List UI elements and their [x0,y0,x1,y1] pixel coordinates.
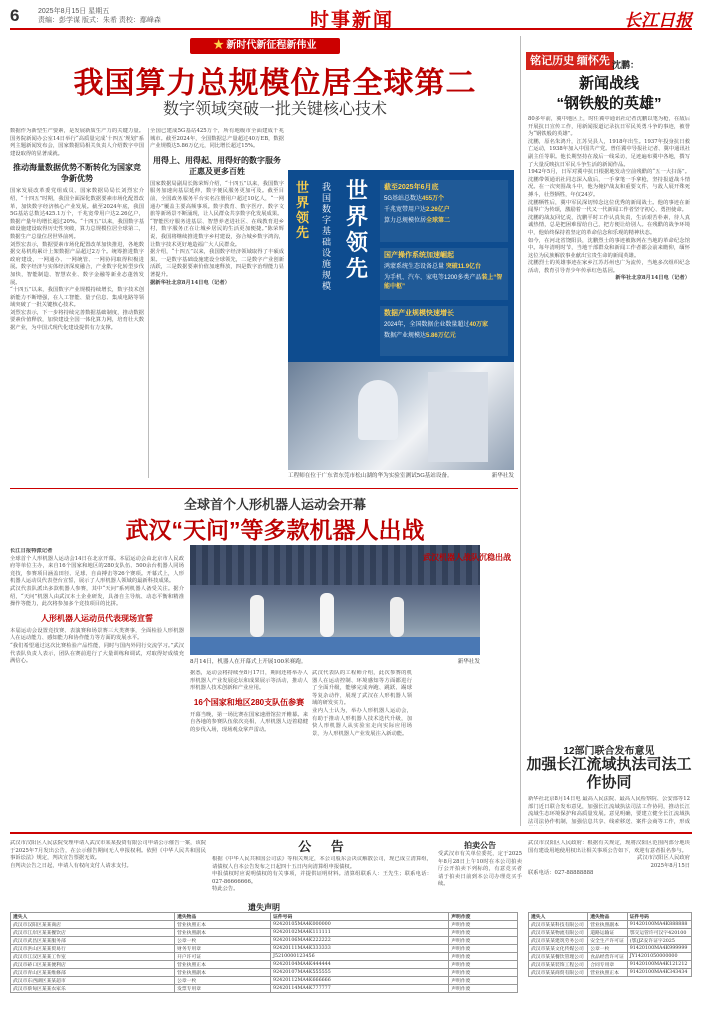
section-title: 时事新闻 [310,10,395,31]
table-cell: 武汉市硚口区某某便利店 [11,961,175,969]
right-byline: 新华社北京8月14日电（记者） [615,275,690,282]
graphic-line-4: 鸿蒙系统生态设备总量 突破11.9亿台 [384,264,482,270]
graphic-tag-2: 国产操作系统加速崛起 [384,252,454,259]
table-row [11,921,518,929]
table-cell: 92420106MA4K222222 [271,937,449,945]
right-body-8: 新华社北京8月14日电 最高人民法院、最高人民检察院、公安部等12部门近日联合发布意见，加强长江流域执法司法工作协同，推动长江流域生态环境保护和高质量发展。意见明确，要建立健全长江流域执法司法协作机制，加强信息共享、线索移送、案件会商等工作，形成 [528,796,690,825]
column-divider [148,128,149,478]
table-cell: 食品经营许可证 [588,953,628,961]
lead-column-2 [150,128,284,478]
robot-subhead-a: 人形机器人运动员代表现场宣誓 [41,613,153,623]
table-cell: 92420114MA4K777777 [271,985,449,993]
robot-body-b: 武汉代表队派出多款机器人参赛，其中“天问”系列机器人备受关注。据介绍，“天问”机器人由武汉本土企业研发，具备自主导航、动态平衡和精准操作等能力，此次将参加多个竞技项目的比拼。 [10,585,184,608]
robot-runner-icon [320,593,334,637]
announcement-title: 公 告 [298,839,352,854]
table-cell: 武汉市某某餐饮管理公司 [529,953,588,961]
table-cell: 武汉市江岸区某某餐饮店 [11,929,175,937]
table-cell: 91420100MA4K888888 [627,921,691,929]
graphic-line-1: 5G基站总数达455万个 [384,196,445,202]
lost-items-table-right [528,912,692,977]
table-cell: 证件号码 [627,913,691,921]
table-cell: 92420111MA4K333333 [271,945,449,953]
right-body-2: 沈鹏，原名朱鸿升，江苏吴县人，1918年出生。1937年投身抗日救亡运动，1938年加入中国共产党。曾任冀中导报社记者、冀中通讯社副主任等职。他长期坚持在敌后一线采访，足迹遍布冀中各地，撰写了大量反映抗日军民斗争生活的新闻作品。 [528,138,690,168]
table-cell: 91420100MA4K343434 [627,969,691,977]
right-headline-3: 12部门联合发布意见 [563,746,655,757]
right-headline-1: 新闻战线 [578,75,639,92]
announcement-left-1: 武汉市汉阳区人民法院受理申请人武汉市某某投资有限公司申请公示催告一案，该院于2025年7月发出公告，在公示催告期间无人申报权利。依照《中华人民共和国民事诉讼法》规定，判决宣告票据无效。 [10,840,206,862]
table-cell: 发票专用章 [175,985,271,993]
lead-intro: 数据作为新型生产要素，是发展新质生产力的关键力量。国务院新闻办公室14日举行“高质量完成‘十四五’规划”系列主题新闻发布会，国家数据局相关负责人介绍数字中国建设取得的显著成就。 [10,128,144,157]
robot-column-1 [10,548,184,828]
announcement-right-2: 武汉市汉阳区人民政府 [637,855,690,862]
table-cell: 声明作废 [449,945,518,953]
table-cell: 营业执照正本 [588,969,628,977]
table-cell: 武汉市江汉区某某工作室 [11,953,175,961]
table-cell: 财务专用章 [175,945,271,953]
table-row [11,953,518,961]
table-row [529,937,692,945]
graphic-tag-1: 截至2025年6月底 [384,184,439,191]
lead-column-1 [10,128,144,478]
editors-line: 责编：彭学谋 版式：朱希 责校：鄢峰森 [38,17,161,24]
table-cell: 营业执照正本 [175,921,271,929]
table-cell: 91420100MA4K121212 [627,961,691,969]
robot-column-2 [190,670,308,828]
announcement-left-2: 自判决公告之日起，申请人有权向支付人请求支付。 [10,862,132,869]
party-emblem-icon: ★ [213,40,224,51]
robot-body-g: 武汉代表队的工程师介绍，此次参赛的机器人在运动控制、环境感知等方面都进行了全面升级，能够完成奔跑、跳跃、踢球等复杂动作，展现了武汉在人形机器人领域的研发实力。 [312,670,412,707]
banner-label: 新时代新征程新伟业 [226,40,317,51]
robot-body-d: “我们希望通过这次比赛检验产品性能，同时与国内外同行交流学习。”武汉代表队负责人表示，团队在赛前进行了大量训练和调试，对取得好成绩充满信心。 [10,642,184,665]
lead-body-3: “十四五”以来，我国数字产业规模持续增长，数字技术创新能力不断增强，在人工智能、量子信息、集成电路等领域突破了一批关键核心技术。 [10,287,144,309]
story-prefix: 沈鹏： [612,60,640,70]
lead-body-2: 刘烈宏表示，数据要素市场化配置改革加快推进，各地数据交易机构累计上架数据产品超过2万个。统筹推进数字政府建设，一网通办、一网统管、一网协同取得积极进展。数字经济与实体经济深度融合，产业数字化转型步伐加快，智能制造、智慧农业、数字金融等新业态蓬勃发展。 [10,241,144,286]
story-divider [10,488,518,489]
table-cell: 武汉市某某文化传媒公司 [529,945,588,953]
graphic-line-6: 2024年，全国数据企业数量超过40万家 [384,322,489,328]
table-cell: 武汉市某某建筑劳务公司 [529,937,588,945]
table-cell: 武汉市武昌区某某服务部 [11,937,175,945]
table-cell: 公章一枚 [588,945,628,953]
lead-headline: 我国算力总规模位居全球第二 [73,67,477,100]
announcement-mid-3: 特此公告。 [212,886,239,893]
table-row [11,969,518,977]
table-header-row [529,913,692,921]
table-cell: 92420105MA4K000000 [271,921,449,929]
robot-body-c: 本届运动会设置竞技赛、表演赛和场景赛三大类赛事，全面检验人形机器人在运动能力、感知能力和协作能力等方面的发展水平。 [10,627,184,642]
table-cell: 武汉市青山区某某维修部 [11,969,175,977]
robot-byline: 长江日报特派记者 [10,548,53,554]
table-cell: 武汉市汉阳区某某商店 [11,921,175,929]
robot-headline: 武汉“天问”等多款机器人出战 [125,517,425,543]
announcement-mid-title: 拍卖公告 [464,841,496,850]
announcement-mid-2: 申报债权时应说明债权的有关事项，并提供证明材料。清算组联系人：王先生；联系电话：027-86666666。 [212,871,432,885]
table-cell: 遗失物品 [588,913,628,921]
table-cell: 安全生产许可证 [588,937,628,945]
graphic-panel-3 [380,306,508,356]
table-cell: 营业执照副本 [175,969,271,977]
table-cell: 营业执照副本 [588,921,628,929]
table-cell: 声明作废 [449,913,518,921]
lead-body-8: 据介绍，“十四五”以来，我国数字经济领域取得了丰硕成果。一是数字基础设施建设全球领先，二是数字产业创新活跃，三是数据要素价值加速释放，四是数字治理能力显著提升。 [150,249,284,278]
date-line: 2025年8月15日 星期五 [38,8,110,15]
table-cell: 声明作废 [449,921,518,929]
engineer-figure-icon [358,380,398,440]
table-cell: 合同专用章 [588,961,628,969]
table-cell: 武汉市某某物流有限公司 [529,929,588,937]
table-row [11,985,518,993]
robot-kicker: 全球首个人形机器人运动会开幕 [183,497,366,512]
graphic-line-5: 为手机、汽车、家电等1200多类产品装上“智能中枢” [384,275,503,290]
right-body-1: 80多年前，冀中地区上，时任冀中通讯社记者沈鹏以笔为枪，在敌后开展抗日宣传工作，用新闻报道记录抗日军民英勇斗争的事迹，被誉为“钢铁般的英雄”。 [528,116,690,138]
right-body-7: 沈鹏烈士的英雄事迹在家乡江苏苏州也广为流传，当地多次组织纪念活动，教育引导青少年传承红色基因。 [528,260,690,274]
table-cell: 营业执照正本 [175,961,271,969]
graphic-big-title: 世界领先 [346,178,369,281]
table-row [529,945,692,953]
graphic-panel-2 [380,248,508,300]
right-body-5: 沈鹏的战友回忆说，沈鹏平时工作认真负责，生活艰苦朴素，待人真诚热情，总是把困难留给自己，把方便让给别人。在残酷的战争环境中，他始终保持着坚定的革命信念和乐观的精神状态。 [528,214,690,236]
history-tag: 铭记历史 缅怀先烈 [526,52,614,70]
lead-subhead-2: 用得上、用得起、用得好的数字服务正惠及更多百姓 [153,155,281,176]
page-number: 6 [10,6,20,25]
lead-subhead-1: 推动海量数据优势不断转化为国家竞争新优势 [13,163,141,184]
graphic-line-7: 数据产业规模达5.86万亿元 [384,333,456,339]
table-cell: 声明作废 [449,929,518,937]
table-cell: 公章一枚 [175,937,271,945]
robot-subhead-c: 武汉机器人战队沉稳出战 [423,553,511,562]
robot-body-a: 全球首个人形机器人运动会14日在北京开幕。本届运动会由北京市人民政府等单位主办，来自16个国家和地区的280支队伍、500余台机器人同场竞技，参赛项目涵盖田径、足球、自由搏击等26个赛项。开幕式上，人形机器人运动员代表登台宣誓，展示了人形机器人领域的最新科技成果。 [10,555,184,585]
paper-logo: 长江日报 [624,11,692,30]
robot-body-f: 开幕当晚，第一场比赛在国家速滑馆拉开帷幕。来自各地的参赛队伍依次亮相，人形机器人迈着稳健的步伐入场，现场观众掌声雷动。 [190,711,308,733]
table-row [11,961,518,969]
table-header-row [11,913,518,921]
table-row [11,937,518,945]
graphic-caption: 工程师在位于广东省东莞市松山湖的华为实验室测试5G基站设备。 新华社发 [288,473,514,479]
robot-photo-caption: 8月14日，机器人在开幕式上开展100米赛跑。 新华社发 [190,659,480,665]
robot-body-e: 据悉，运动会将持续至8月17日，期间还将举办人形机器人产业发展论坛和成果展示等活动，推动人形机器人技术创新和产业应用。 [190,670,308,692]
robot-photo-credit: 新华社发 [457,659,480,665]
lost-items-table [10,912,518,993]
table-cell: 营业执照副本 [175,929,271,937]
graphic-line-2: 千兆宽带用户达2.26亿户 [384,207,450,213]
robot-runner-icon [250,595,264,637]
table-row [11,929,518,937]
announcement-right-4: 联系电话：027-88888888 [528,870,594,877]
announcement-right-3: 2025年8月15日 [650,862,690,869]
table-cell: 声明作废 [449,969,518,977]
table-cell: 92420102MA4K111111 [271,929,449,937]
engineer-photo [288,362,514,470]
table-cell: 声明作废 [449,937,518,945]
lead-body-5: 全国已建成5G基站425万个，所有地级市全面建成千兆城市。截至2024年，全国数据总产量超过40万EB，数据产业规模达5.86万亿元，同比增长超过15%。 [150,128,284,150]
announcement-mid-4: 受武汉市有关单位委托，定于2025年8月28日上午10时在本公司拍卖厅公开拍卖下列标的，有意竞买者请于拍卖日前到本公司办理竞买手续。 [438,851,522,888]
table-cell: 遗失物品 [175,913,271,921]
graphic-vertical-title: 世界领先 [296,180,310,240]
announcement-right-1: 武汉市汉阳区人民政府：根据有关规定，现将汉阳区范围内部分地块国有建设用地使用权出让相关事项公告如下，欢迎有意者报名参与。 [528,840,690,854]
right-body-6: 如今，在河北省饶阳县，沈鹏烈士的事迹被陈列在当地的革命纪念馆中。每年清明时节，当地干部群众和新闻工作者都会前来瞻仰，缅怀这位为民族解放事业献出宝贵生命的新闻英雄。 [528,237,690,259]
table-cell: 武汉市洪山区某某贸易行 [11,945,175,953]
table-cell: 证件号码 [271,913,449,921]
right-body-b [528,796,690,826]
lead-subheadline: 数字领域突破一批关键核心技术 [162,101,387,118]
table-row [529,921,692,929]
table-cell: 武汉市某某商贸有限公司 [529,969,588,977]
table-cell: 91420100MA4K999999 [627,945,691,953]
table-cell: 武汉市某某科技有限公司 [529,921,588,929]
robot-body-h: 业内人士认为，举办人形机器人运动会，有助于推动人形机器人技术迭代升级，加快人形机器人从实验室走向实际应用场景，为人形机器人产业发展注入新动能。 [312,707,412,737]
announcement-divider [10,832,692,834]
right-headline-4: 加强长江流域执法司法工作协同 [526,756,692,791]
lead-body-4: 刘烈宏表示，下一步将持续完善数据基础制度，推动数据要素价值释放，加快建设全国一体化算力网，培育壮大数据产业，为中国式现代化建设提供有力支撑。 [10,309,144,332]
right-body-3: 1942年5月，日军对冀中抗日根据地发动空前残酷的“五一大扫荡”。沈鹏带领通讯社同志深入敌后，一手拿笔一手拿枪，坚持报道战斗情况。在一次突围战斗中，他为掩护战友和重要文件，与敌人展开殊死搏斗，壮烈牺牲，年仅24岁。 [528,169,690,198]
base-station-icon [428,372,488,462]
graphic-line-3: 算力总规模位居全球第二 [384,218,451,224]
table-cell: 武汉市某某装饰工程公司 [529,961,588,969]
announcement-middle [212,856,432,900]
table-cell: 92420112MA4K666666 [271,977,449,985]
robot-runner-icon [390,597,404,637]
table-cell: J5210000123456 [271,953,449,961]
table-cell: 92420107MA4K555555 [271,969,449,977]
table-cell: 遗失人 [529,913,588,921]
table-cell: JY14201050000000 [627,953,691,961]
right-body [528,116,690,716]
table-row [529,961,692,969]
lead-body-6: 国家数据局副局长陈荣辉介绍，“十四五”以来，我国数字服务加速向基层延伸，数字便民服务更加可及。截至目前，全国政务服务平台实名注册用户超过10亿人，“一网通办”覆盖主要高频事项。数字教育、数字医疗、数字文旅等新场景不断涌现，让人民群众共享数字化发展成果。 [150,180,284,218]
right-headline-2: “钢铁般的英雄” [556,95,662,112]
series-banner [190,38,340,54]
table-cell: 公章一枚 [175,977,271,985]
announcement-right [528,840,690,904]
table-cell: (鄂)JZ安许证字2025 [627,937,691,945]
graphic-panel-1 [380,180,508,242]
right-divider [520,36,521,826]
table-row [529,953,692,961]
table-cell: 声明作废 [449,977,518,985]
announcement-center-right [438,840,522,900]
lost-table-title: 遗失声明 [248,903,280,912]
table-cell: 92420104MA4K444444 [271,961,449,969]
graphic-tag-3: 数据产业规模快速增长 [384,310,454,317]
lead-body-7: “智能医疗服务进基层、智慧养老进社区、在线教育进乡村，数字服务正在让城乡居民的生活更加便捷。”陈荣辉说，我国将继续推进数字乡村建设，弥合城乡数字鸿沟，让数字技术更好地造福广大人民群众。 [150,218,284,248]
table-cell: 声明作废 [449,985,518,993]
infographic [288,170,514,470]
table-cell: 道路运输证 [588,929,628,937]
announcement-mid-1: 根据《中华人民共和国公司法》等相关规定，本公司股东会决议解散公司，现已成立清算组，请债权人自本公告发布之日起四十五日内向清算组申报债权。 [212,856,432,870]
robot-column-4 [418,548,516,828]
date-editors [38,7,161,25]
lead-body-1: 国家发展改革委党组成员、国家数据局局长刘烈宏介绍，“十四五”时期，我国全面深化数据要素市场化配置改革，加快数字经济核心产业发展。截至2024年底，我国5G基站总数达425.1万个，千兆宽带用户达2.26亿户，数据产量年均增长超过20%。“十四五”以来，我国数字基础设施建设取得历史性突破，算力总规模位居全球第二，数据生产总量位居世界前列。 [10,188,144,240]
graphic-credit: 新华社发 [491,473,514,479]
right-body-4: 沈鹏牺牲后，冀中军民深切悼念这位优秀的新闻战士。他的事迹在新闻界广为传颂，激励着一代又一代新闻工作者坚守初心、勇担使命。 [528,199,690,214]
graphic-vertical-sub: 我国数字基础设施规模 [322,182,332,291]
table-cell: 声明作废 [449,961,518,969]
robot-subhead-b: 16个国家和地区280支队伍参赛 [193,697,305,707]
lead-byline: 据新华社北京8月14日电（记者） [150,279,230,286]
announcement-left [10,840,206,900]
table-row [11,977,518,985]
table-cell: 鄂交运管许可汉字420100 [627,929,691,937]
table-row [529,929,692,937]
table-cell: 声明作废 [449,953,518,961]
table-row [529,969,692,977]
table-cell: 武汉市东西湖区某某超市 [11,977,175,985]
table-cell: 遗失人 [11,913,175,921]
page-header [10,6,692,30]
table-row [11,945,518,953]
robot-column-3 [312,670,412,828]
table-cell: 开户许可证 [175,953,271,961]
table-cell: 武汉市蔡甸区某某农家乐 [11,985,175,993]
